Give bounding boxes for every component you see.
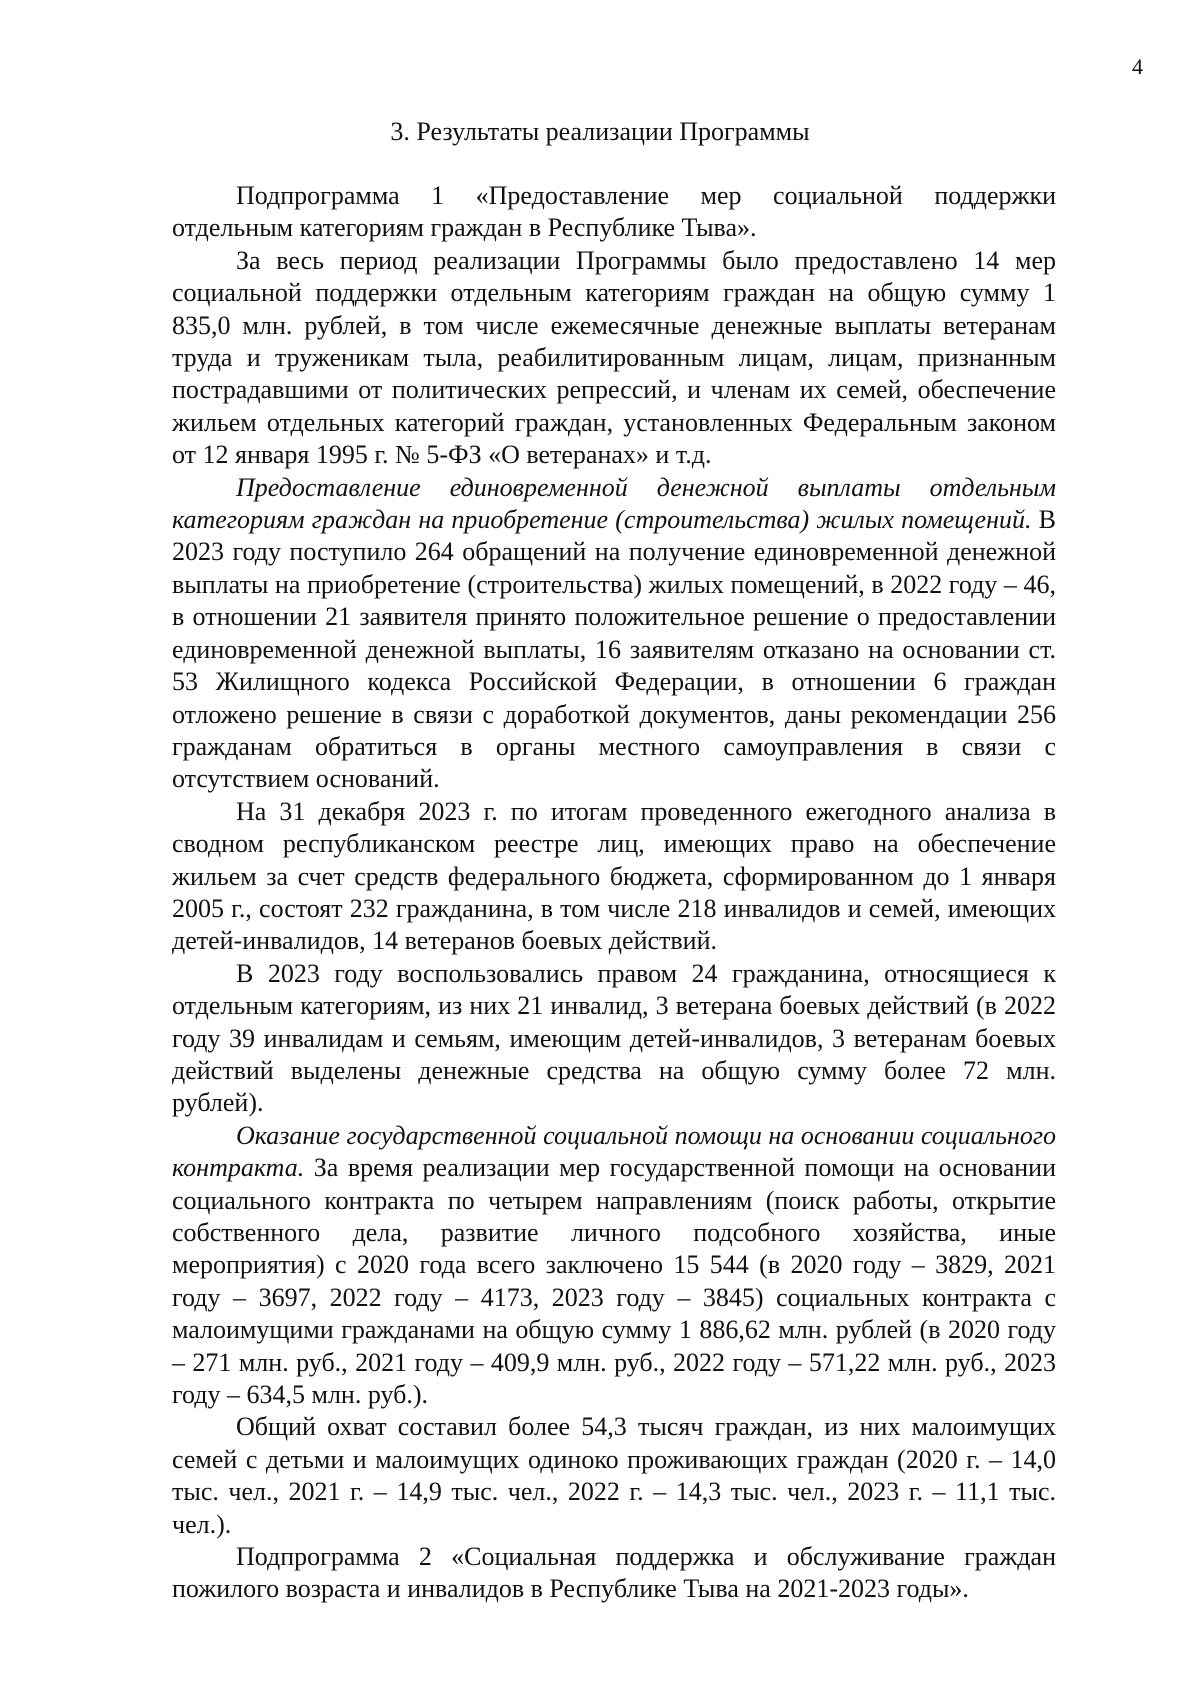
paragraph-subprogram-2: Подпрограмма 2 «Социальная поддержка и обслуживание граждан пожилого возраста и инвалидов в Республике Тыва на 2021-2023 годы». — [172, 1542, 1056, 1604]
paragraph-social-contract: Оказание государственной социальной помощи на основании социального контракта. За время реализации мер государственной помощи на основании социального контракта по четырем направлениям (поиск работы, открытие собственного дела, развитие личного подсобного хозяйства, иные мероприятия) с 2020 года всего заключено 15 544 (в 2020 году – 3829, 2021 году – 3697, 2022 году – 4173, 2023 году – 3845) социальных контракта с малоимущими гражданами на общую сумму 1 886,62 млн. рублей (в 2020 году – 271 млн. руб., 2021 году – 409,9 млн. руб., 2022 году – 571,22 млн. руб., 2023 году – 634,5 млн. руб.). — [172, 1120, 1056, 1410]
paragraph-housing-payment: Предоставление единовременной денежной выплаты отдельным категориям граждан на приобретение (строительства) жилых помещений. В 2023 году поступило 264 обращений на получение единовременной денежной выплаты на приобретение (строительства) жилых помещений, в 2022 году – 46, в отношении 21 заявителя принято положительное решение о предоставлении единовременной денежной выплаты, 16 заявителям отказано на основании ст. 53 Жилищного кодекса Российской Федерации, в отношении 6 граждан отложено решение в связи с доработкой документов, даны рекомендации 256 гражданам обратиться в органы местного самоуправления в связи с отсутствием оснований. — [172, 472, 1057, 794]
paragraph-registry: На 31 декабря 2023 г. по итогам проведенного ежегодного анализа в сводном республиканском реестре лиц, имеющих право на обеспечение жильем за счет средств федерального бюджета, сформированном до 1 января 2005 г., состоят 232 гражданина, в том числе 218 инвалидов и семей, имеющих детей-инвалидов, 14 ветеранов боевых действий. — [172, 796, 1056, 956]
italic-heading: Предоставление единовременной денежной выплаты отдельным категориям граждан на приобретение (строительства) жилых помещений. — [172, 472, 1056, 535]
body-text — [172, 180, 1056, 1606]
paragraph-subprogram-1: Подпрограмма 1 «Предоставление мер социальной поддержки отдельным категориям граждан в Республике Тыва». — [172, 181, 1056, 243]
paragraph-coverage: Общий охват составил более 54,3 тысяч граждан, из них малоимущих семей с детьми и малоимущих одиноко проживающих граждан (2020 г. – 14,0 тыс. чел., 2021 г. – 14,9 тыс. чел., 2022 г. – 14,3 тыс. чел., 2023 г. – 11,1 тыс. чел.). — [172, 1412, 1056, 1539]
section-title: 3. Результаты реализации Программы — [390, 117, 810, 146]
italic-heading: Оказание государственной социальной помощи на основании социального контракта. — [172, 1120, 1056, 1183]
paragraph-support-measures: За весь период реализации Программы было предоставлено 14 мер социальной поддержки отдельным категориям граждан на общую сумму 1 835,0 млн. рублей, в том числе ежемесячные денежные выплаты ветеранам труда и труженикам тыла, реабилитированным лицам, лицам, признанным пострадавшими от политических репрессий, и членам их семей, обеспечение жильем отдельных категорий граждан, установленных Федеральным законом от 12 января 1995 г. № 5-ФЗ «О ветеранах» и т.д. — [172, 245, 1056, 470]
page-number: 4 — [1132, 54, 1143, 79]
paragraph-2023-beneficiaries: В 2023 году воспользовались правом 24 гражданина, относящиеся к отдельным категориям, из них 21 инвалид, 3 ветерана боевых действий (в 2022 году 39 инвалидам и семьям, имеющим детей-инвалидов, 3 ветеранам боевых действий выделены денежные средства на общую сумму более 72 млн. рублей). — [172, 958, 1056, 1118]
